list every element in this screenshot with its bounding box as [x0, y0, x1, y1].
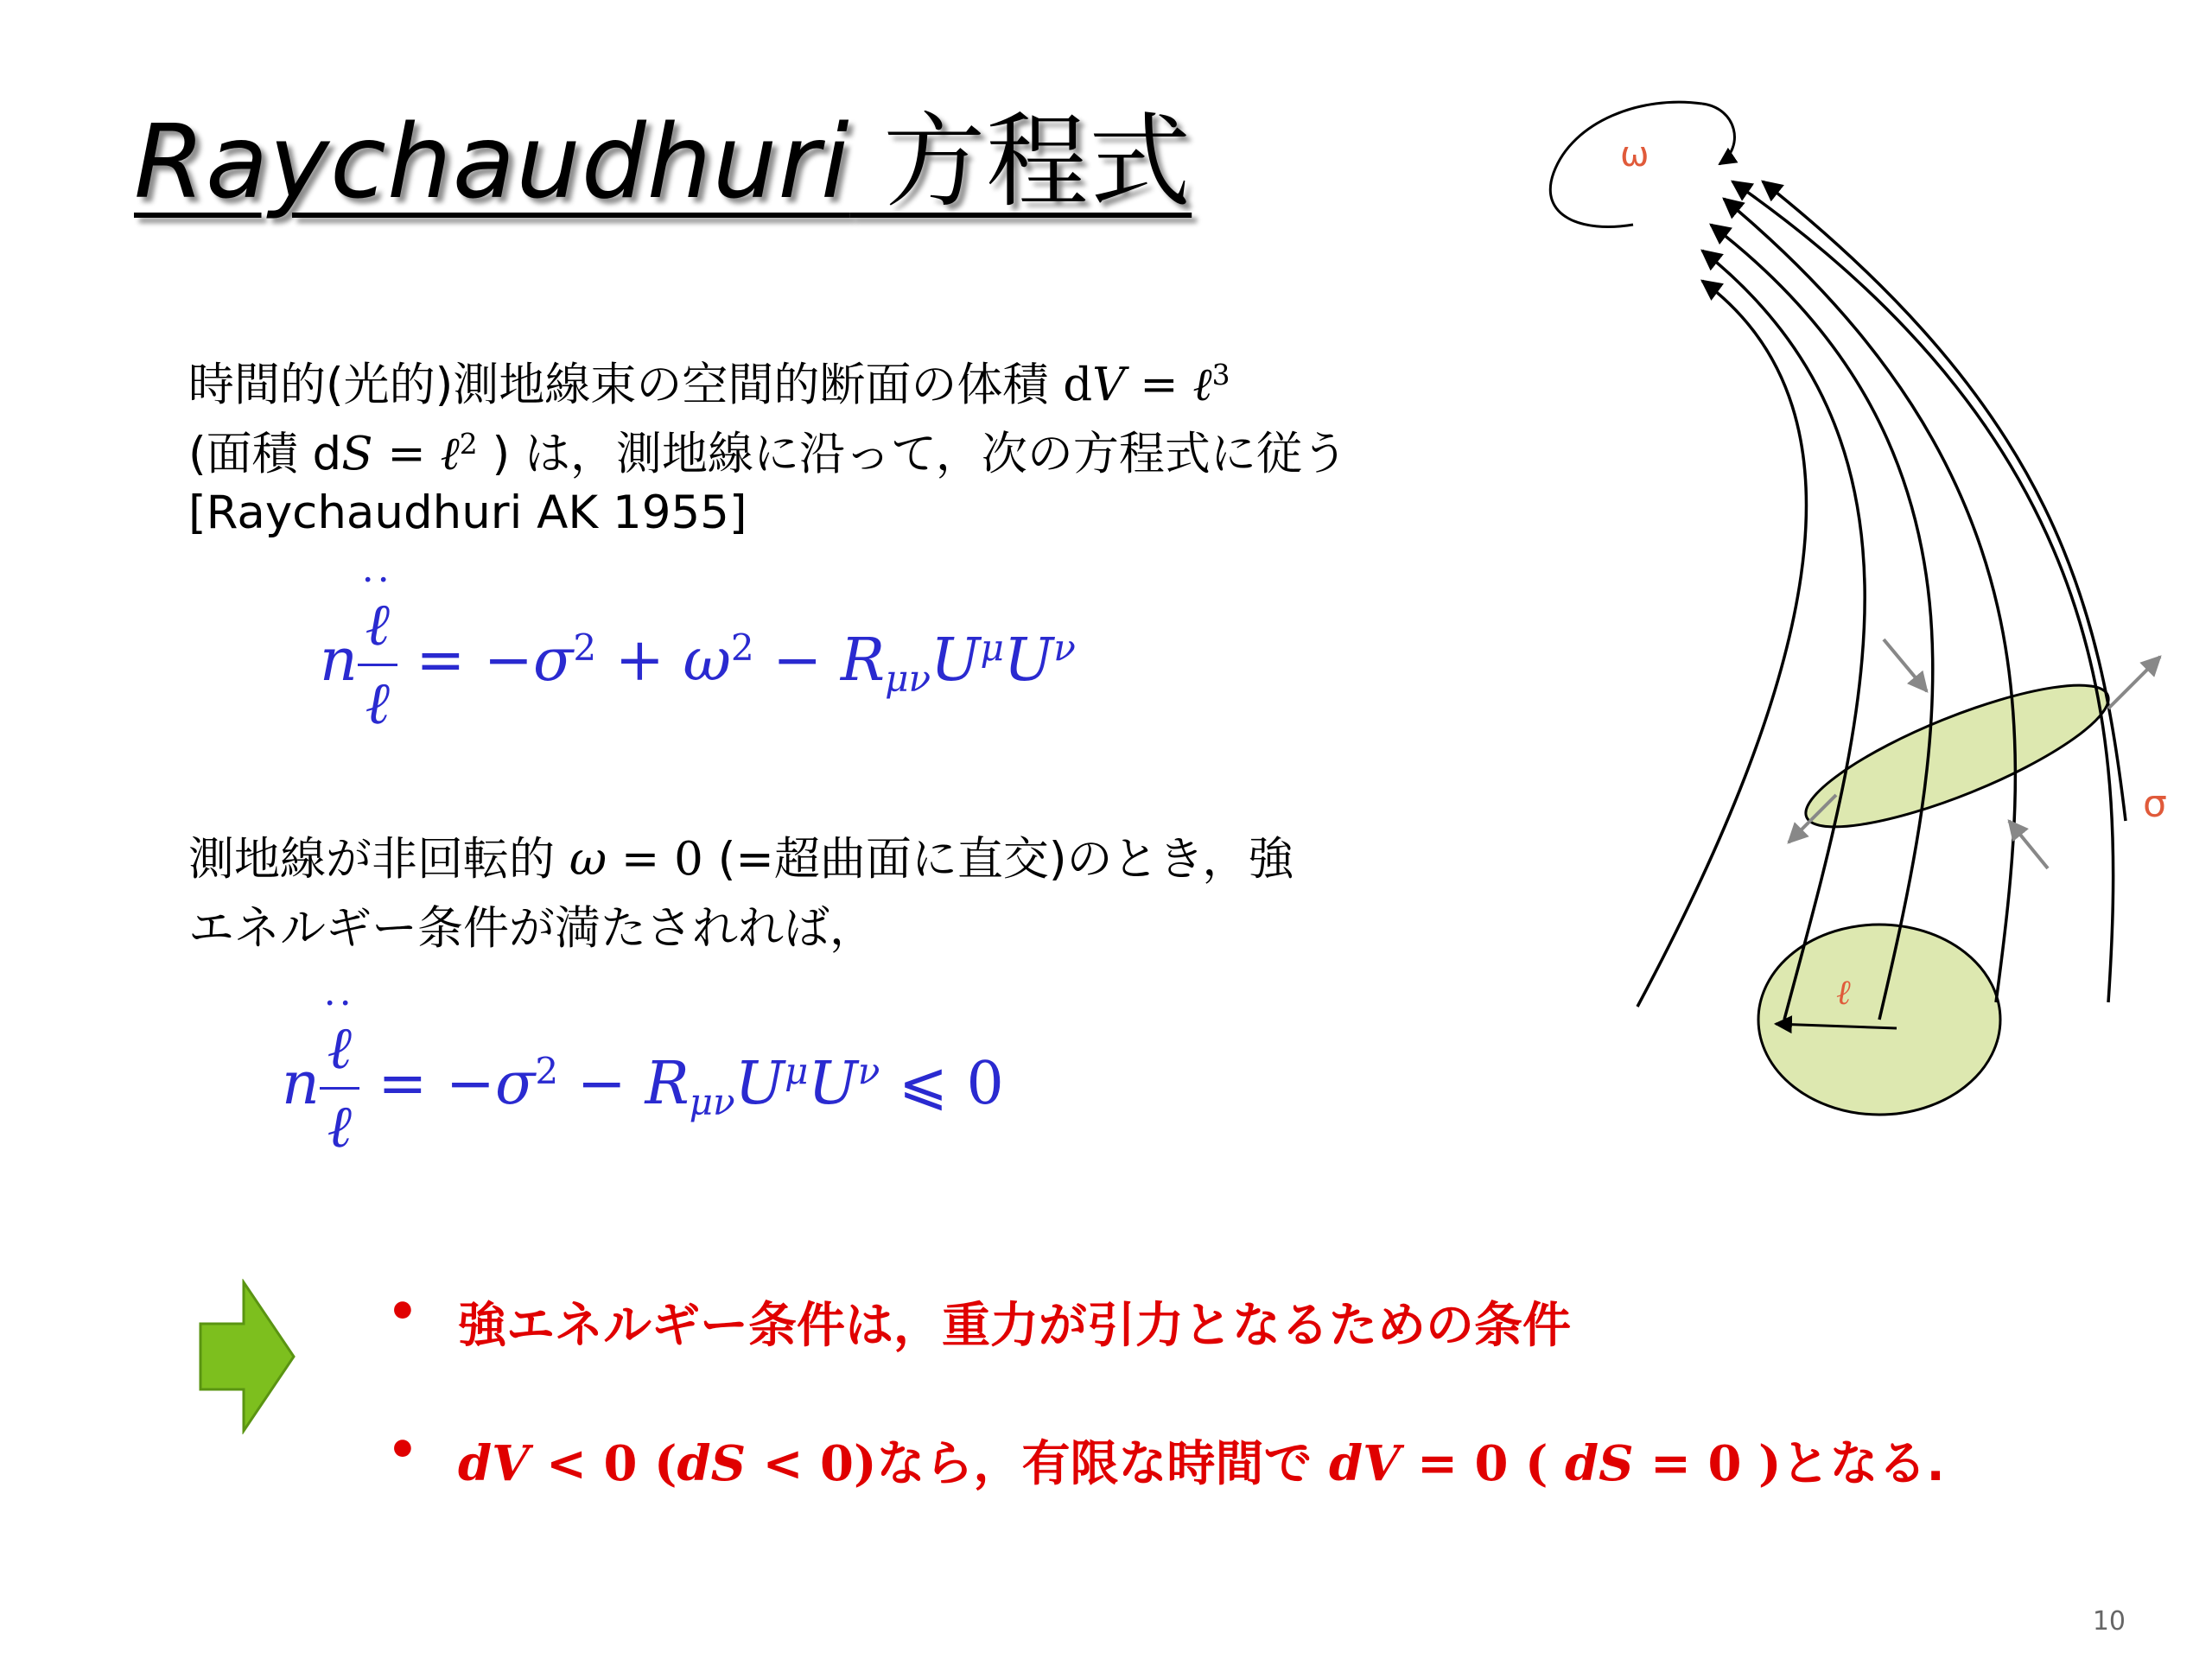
right-arrow-icon [197, 1279, 301, 1434]
ell-ddot-over-ell-2: ·· ℓ ℓ [320, 1020, 359, 1157]
citation: [Raychaudhuri AK 1955] [188, 486, 747, 539]
bullet-marker: • [387, 1284, 418, 1340]
intro-line-2: (面積 dS = ℓ$^2$ ) は，測地線に沿って，次の方程式に従う [188, 427, 1348, 481]
ell-ddot-over-ell: ·· ℓ ℓ [358, 596, 397, 734]
omega-label: ω [1620, 135, 1649, 175]
intro-line-1: 時間的(光的)測地線束の空間的断面の体積 dV = ℓ$^3$ [188, 358, 1230, 412]
condition-line-2: エネルギー条件が満たされれば， [188, 902, 875, 955]
geodesic-bundle-diagram [1538, 86, 2195, 1141]
page-number: 10 [2092, 1606, 2126, 1637]
inequality-equation: n ·· ℓ ℓ = $-\sigma^2 - R_{\mu\nu}U^\mu U^\nu$ ⩽ 0 [282, 982, 1004, 1161]
condition-line-1: 測地線が非回転的 ω = 0 (=超曲面に直交)のとき，強 [188, 833, 1294, 886]
raychaudhuri-equation: n ·· ℓ ℓ = $-\sigma^2 + \omega^2 - R_{\mu\nu}U^\mu U^\nu$ [320, 558, 1076, 738]
bullet-marker: • [387, 1422, 418, 1478]
bullet-finite-time: dV < 0 (dS < 0)なら，有限な時間で dV = 0 ( dS = 0 )となる. [458, 1435, 1945, 1492]
bullet-strong-energy: 強エネルギー条件は，重力が引力となるための条件 [458, 1298, 1571, 1354]
sigma-label: σ [2143, 782, 2167, 826]
upper-cross-section [1792, 659, 2122, 853]
ell-label: ℓ [1836, 973, 1851, 1013]
slide-title: Raychaudhuri 方程式 [134, 102, 1192, 221]
